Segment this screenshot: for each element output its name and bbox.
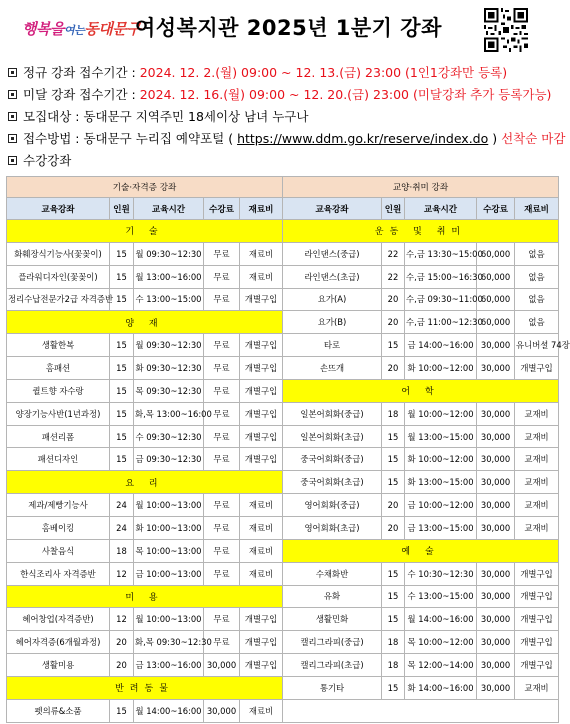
table-header-row: [7, 198, 559, 220]
material-cell: 없음: [515, 311, 559, 334]
table-row: [7, 562, 559, 585]
capacity-cell: 15: [110, 265, 134, 288]
material-cell: 교재비: [515, 448, 559, 471]
page-title: 여성복지관 2025년 1분기 강좌: [135, 16, 442, 40]
schedule-cell: 월 14:00~16:00: [134, 699, 204, 722]
capacity-cell: 15: [382, 585, 405, 608]
table-row: [7, 220, 559, 243]
schedule-cell: 금 13:00~15:00: [405, 516, 477, 539]
empty-cell: [283, 699, 559, 722]
page-header: [0, 0, 564, 58]
schedule-cell: 월 13:00~16:00: [134, 265, 204, 288]
course-name-cell: 통기타: [283, 676, 382, 699]
schedule-cell: 월 13:00~15:00: [405, 425, 477, 448]
capacity-cell: 20: [382, 311, 405, 334]
material-cell: 교재비: [515, 402, 559, 425]
square-bullet-icon: [8, 68, 17, 77]
courses-heading: 수강강좌: [8, 150, 560, 172]
material-cell: 개별구입: [240, 608, 283, 631]
column-header: 인원: [382, 198, 405, 220]
material-cell: 개별구입: [240, 654, 283, 677]
square-bullet-icon: [8, 134, 17, 143]
schedule-cell: 화,목 13:00~16:00: [134, 402, 204, 425]
schedule-cell: 월 14:00~16:00: [405, 608, 477, 631]
schedule-cell: 수 09:30~12:30: [134, 425, 204, 448]
course-schedule-table-wrapper: [6, 176, 570, 723]
course-name-cell: 라인댄스(중급): [283, 242, 382, 265]
capacity-cell: 15: [382, 448, 405, 471]
material-cell: 유니버셜 74장: [515, 334, 559, 357]
capacity-cell: 20: [382, 288, 405, 311]
course-name-cell: 제과/제빵기능사: [7, 494, 110, 517]
column-header: 교육강좌: [7, 198, 110, 220]
course-name-cell: 패션리폼: [7, 425, 110, 448]
fee-cell: 무료: [204, 425, 240, 448]
fee-cell: 30,000: [477, 425, 515, 448]
fee-cell: 30,000: [477, 471, 515, 494]
capacity-cell: 20: [382, 494, 405, 517]
course-schedule-table: [6, 176, 570, 723]
square-bullet-icon: [8, 90, 17, 99]
material-cell: 재료비: [240, 516, 283, 539]
column-header: 교육시간: [405, 198, 477, 220]
fee-cell: 무료: [204, 242, 240, 265]
fee-cell: 30,000: [204, 654, 240, 677]
fee-cell: 60,000: [477, 242, 515, 265]
fee-cell: 무료: [204, 402, 240, 425]
fee-cell: 30,000: [477, 654, 515, 677]
fee-cell: 무료: [204, 288, 240, 311]
course-name-cell: 양장기능사반(1년과정): [7, 402, 110, 425]
fee-cell: 무료: [204, 334, 240, 357]
schedule-cell: 목 12:00~14:00: [405, 654, 477, 677]
material-cell: 개별구입: [515, 585, 559, 608]
section-header: 기 술: [7, 220, 283, 243]
capacity-cell: 20: [110, 631, 134, 654]
schedule-cell: 수,금 09:30~11:00: [405, 288, 477, 311]
course-name-cell: 헤어자격증(6개월과정): [7, 631, 110, 654]
course-name-cell: 라인댄스(초급): [283, 265, 382, 288]
course-name-cell: 중국어회화(중급): [283, 448, 382, 471]
schedule-cell: 수 13:00~15:00: [134, 288, 204, 311]
table-row: [7, 608, 559, 631]
course-name-cell: 한식조리사 자격증반: [7, 562, 110, 585]
material-cell: 없음: [515, 265, 559, 288]
fee-cell: 무료: [204, 516, 240, 539]
course-name-cell: 패션디자인: [7, 448, 110, 471]
regular-registration-period: 정규 강좌 접수기간 : 2024. 12. 2.(월) 09:00 ~ 12. 13.(금) 23:00 (1인1강좌만 등록): [8, 62, 560, 84]
material-cell: 개별구입: [515, 631, 559, 654]
capacity-cell: 15: [382, 562, 405, 585]
course-name-cell: 타로: [283, 334, 382, 357]
material-cell: 개별구입: [240, 425, 283, 448]
table-row: [7, 288, 559, 311]
schedule-cell: 수,금 11:00~12:30: [405, 311, 477, 334]
table-row: [7, 631, 559, 654]
capacity-cell: 15: [382, 334, 405, 357]
fee-cell: 30,000: [477, 494, 515, 517]
capacity-cell: 15: [110, 379, 134, 402]
capacity-cell: 15: [382, 676, 405, 699]
course-name-cell: 화훼장식기능사(꽃꽂이): [7, 242, 110, 265]
schedule-cell: 금 14:00~16:00: [405, 334, 477, 357]
section-header: 반려동물: [7, 676, 283, 699]
left-category-title: 기술·자격증 강좌: [7, 177, 283, 198]
capacity-cell: 15: [110, 402, 134, 425]
fee-cell: 무료: [204, 494, 240, 517]
course-name-cell: 퀼트향 자수랑: [7, 379, 110, 402]
course-name-cell: 요가(B): [283, 311, 382, 334]
capacity-cell: 18: [382, 654, 405, 677]
table-row: [7, 471, 559, 494]
column-header: 교육시간: [134, 198, 204, 220]
capacity-cell: 18: [382, 402, 405, 425]
material-cell: 교재비: [515, 516, 559, 539]
table-row: [7, 516, 559, 539]
table-row: [7, 494, 559, 517]
course-name-cell: 정리수납전문가2급 자격증반: [7, 288, 110, 311]
fee-cell: 30,000: [204, 699, 240, 722]
schedule-cell: 월 10:00~13:00: [134, 494, 204, 517]
column-header: 재료비: [515, 198, 559, 220]
capacity-cell: 12: [110, 608, 134, 631]
table-row: [7, 676, 559, 699]
material-cell: 재료비: [240, 265, 283, 288]
schedule-cell: 월 09:30~12:30: [134, 334, 204, 357]
schedule-cell: 목 10:00~13:00: [134, 539, 204, 562]
fee-cell: 30,000: [477, 585, 515, 608]
column-header: 수강료: [477, 198, 515, 220]
material-cell: 교재비: [515, 471, 559, 494]
schedule-cell: 금 10:00~13:00: [134, 562, 204, 585]
fee-cell: 60,000: [477, 265, 515, 288]
material-cell: 재료비: [240, 494, 283, 517]
reserve-portal-link[interactable]: https://www.ddm.go.kr/reserve/index.do: [237, 131, 489, 146]
schedule-cell: 월 09:30~12:30: [134, 242, 204, 265]
table-row: [7, 242, 559, 265]
section-header: 예 술: [283, 539, 559, 562]
fee-cell: 60,000: [477, 311, 515, 334]
schedule-cell: 화 10:00~12:00: [405, 357, 477, 380]
table-row: [7, 334, 559, 357]
column-header: 수강료: [204, 198, 240, 220]
material-cell: 교재비: [515, 676, 559, 699]
material-cell: 개별구입: [240, 357, 283, 380]
course-name-cell: 생활미용: [7, 654, 110, 677]
course-name-cell: 영어회화(중급): [283, 494, 382, 517]
registration-info: [8, 62, 566, 172]
fee-cell: 30,000: [477, 334, 515, 357]
capacity-cell: 15: [382, 471, 405, 494]
column-header: 재료비: [240, 198, 283, 220]
material-cell: 재료비: [240, 699, 283, 722]
right-category-title: 교양·취미 강좌: [283, 177, 559, 198]
capacity-cell: 15: [382, 425, 405, 448]
schedule-cell: 화 14:00~16:00: [405, 676, 477, 699]
fee-cell: 무료: [204, 357, 240, 380]
schedule-cell: 화 09:30~12:30: [134, 357, 204, 380]
fee-cell: 60,000: [477, 288, 515, 311]
square-bullet-icon: [8, 156, 17, 165]
capacity-cell: 15: [382, 608, 405, 631]
material-cell: 개별구입: [240, 402, 283, 425]
section-header: 미 용: [7, 585, 283, 608]
material-cell: 개별구입: [515, 608, 559, 631]
schedule-cell: 월 10:00~12:00: [405, 402, 477, 425]
capacity-cell: 12: [110, 562, 134, 585]
fee-cell: 무료: [204, 265, 240, 288]
fee-cell: 무료: [204, 608, 240, 631]
table-row: [7, 585, 559, 608]
capacity-cell: 22: [382, 242, 405, 265]
additional-registration-period: 미달 강좌 접수기간 : 2024. 12. 16.(월) 09:00 ~ 12. 20.(금) 23:00 (미달강좌 추가 등록가능): [8, 84, 560, 106]
fee-cell: 30,000: [477, 357, 515, 380]
section-header: 운동 및 취미: [283, 220, 559, 243]
material-cell: 개별구입: [515, 357, 559, 380]
schedule-cell: 화,목 09:30~12:30: [134, 631, 204, 654]
fee-cell: 30,000: [477, 448, 515, 471]
capacity-cell: 20: [110, 654, 134, 677]
schedule-cell: 금 13:00~16:00: [134, 654, 204, 677]
course-name-cell: 사찰음식: [7, 539, 110, 562]
schedule-cell: 화 13:00~15:00: [405, 471, 477, 494]
capacity-cell: 15: [110, 242, 134, 265]
fee-cell: 무료: [204, 631, 240, 654]
capacity-cell: 15: [110, 288, 134, 311]
material-cell: 없음: [515, 288, 559, 311]
material-cell: 개별구입: [240, 334, 283, 357]
schedule-cell: 금 10:00~12:00: [405, 494, 477, 517]
column-header: 교육강좌: [283, 198, 382, 220]
table-row: [7, 448, 559, 471]
course-name-cell: 생활한복: [7, 334, 110, 357]
course-name-cell: 홈베이킹: [7, 516, 110, 539]
course-name-cell: 수채화반: [283, 562, 382, 585]
capacity-cell: 15: [110, 425, 134, 448]
material-cell: 교재비: [515, 494, 559, 517]
material-cell: 개별구입: [240, 288, 283, 311]
schedule-cell: 수,금 13:30~15:00: [405, 242, 477, 265]
capacity-cell: 18: [110, 539, 134, 562]
course-name-cell: 영어회화(초급): [283, 516, 382, 539]
course-name-cell: 요가(A): [283, 288, 382, 311]
course-name-cell: 캘리그라피(중급): [283, 631, 382, 654]
table-row: [7, 265, 559, 288]
table-row: [7, 379, 559, 402]
capacity-cell: 15: [110, 357, 134, 380]
schedule-cell: 화 10:00~12:00: [405, 448, 477, 471]
table-category-row: [7, 177, 559, 198]
material-cell: 개별구입: [515, 562, 559, 585]
district-logo: 행복을여는동대문구: [22, 20, 141, 38]
square-bullet-icon: [8, 112, 17, 121]
capacity-cell: 15: [110, 334, 134, 357]
registration-method: 접수방법 : 동대문구 누리집 예약포털 ( https://www.ddm.go.kr/reserve/index.do ) 선착순 마감: [8, 128, 560, 150]
material-cell: 개별구입: [240, 631, 283, 654]
course-name-cell: 일본어회화(중급): [283, 402, 382, 425]
fee-cell: 30,000: [477, 631, 515, 654]
recruitment-target: 모집대상 : 동대문구 지역주민 18세이상 남녀 누구나: [8, 106, 560, 128]
section-header: 양 재: [7, 311, 283, 334]
table-row: [7, 357, 559, 380]
fee-cell: 무료: [204, 562, 240, 585]
schedule-cell: 수 13:00~15:00: [405, 585, 477, 608]
fee-cell: 30,000: [477, 516, 515, 539]
material-cell: 재료비: [240, 562, 283, 585]
table-row: [7, 311, 559, 334]
fee-cell: 30,000: [477, 402, 515, 425]
material-cell: 개별구입: [515, 654, 559, 677]
table-row: [7, 539, 559, 562]
column-header: 인원: [110, 198, 134, 220]
section-header: 요 리: [7, 471, 283, 494]
fee-cell: 30,000: [477, 676, 515, 699]
fee-cell: 무료: [204, 448, 240, 471]
material-cell: 없음: [515, 242, 559, 265]
schedule-cell: 목 10:00~12:00: [405, 631, 477, 654]
capacity-cell: 24: [110, 494, 134, 517]
schedule-cell: 수,금 15:00~16:30: [405, 265, 477, 288]
capacity-cell: 18: [382, 631, 405, 654]
course-name-cell: 중국어회화(초급): [283, 471, 382, 494]
course-name-cell: 캘리그라피(초급): [283, 654, 382, 677]
table-row: [7, 699, 559, 722]
fee-cell: 30,000: [477, 608, 515, 631]
course-name-cell: 생활민화: [283, 608, 382, 631]
fee-cell: 무료: [204, 539, 240, 562]
table-row: [7, 402, 559, 425]
section-header: 어 학: [283, 379, 559, 402]
capacity-cell: 22: [382, 265, 405, 288]
qr-code-icon[interactable]: [484, 8, 528, 52]
schedule-cell: 수 10:30~12:30: [405, 562, 477, 585]
fee-cell: 무료: [204, 379, 240, 402]
schedule-cell: 금 09:30~12:30: [134, 448, 204, 471]
schedule-cell: 목 09:30~12:30: [134, 379, 204, 402]
schedule-cell: 화 10:00~13:00: [134, 516, 204, 539]
capacity-cell: 20: [382, 516, 405, 539]
course-name-cell: 플라워디자인(꽃꽂이): [7, 265, 110, 288]
schedule-cell: 월 10:00~13:00: [134, 608, 204, 631]
capacity-cell: 24: [110, 516, 134, 539]
capacity-cell: 20: [382, 357, 405, 380]
material-cell: 개별구입: [240, 379, 283, 402]
material-cell: 교재비: [515, 425, 559, 448]
material-cell: 재료비: [240, 539, 283, 562]
material-cell: 개별구입: [240, 448, 283, 471]
fee-cell: 30,000: [477, 562, 515, 585]
course-name-cell: 일본어회화(초급): [283, 425, 382, 448]
course-name-cell: 손뜨개: [283, 357, 382, 380]
course-name-cell: 홈패션: [7, 357, 110, 380]
material-cell: 재료비: [240, 242, 283, 265]
capacity-cell: 15: [110, 448, 134, 471]
course-name-cell: 헤어창업(자격증반): [7, 608, 110, 631]
capacity-cell: 15: [110, 699, 134, 722]
table-row: [7, 425, 559, 448]
course-name-cell: 펫의류&소품: [7, 699, 110, 722]
course-name-cell: 유화: [283, 585, 382, 608]
table-row: [7, 654, 559, 677]
